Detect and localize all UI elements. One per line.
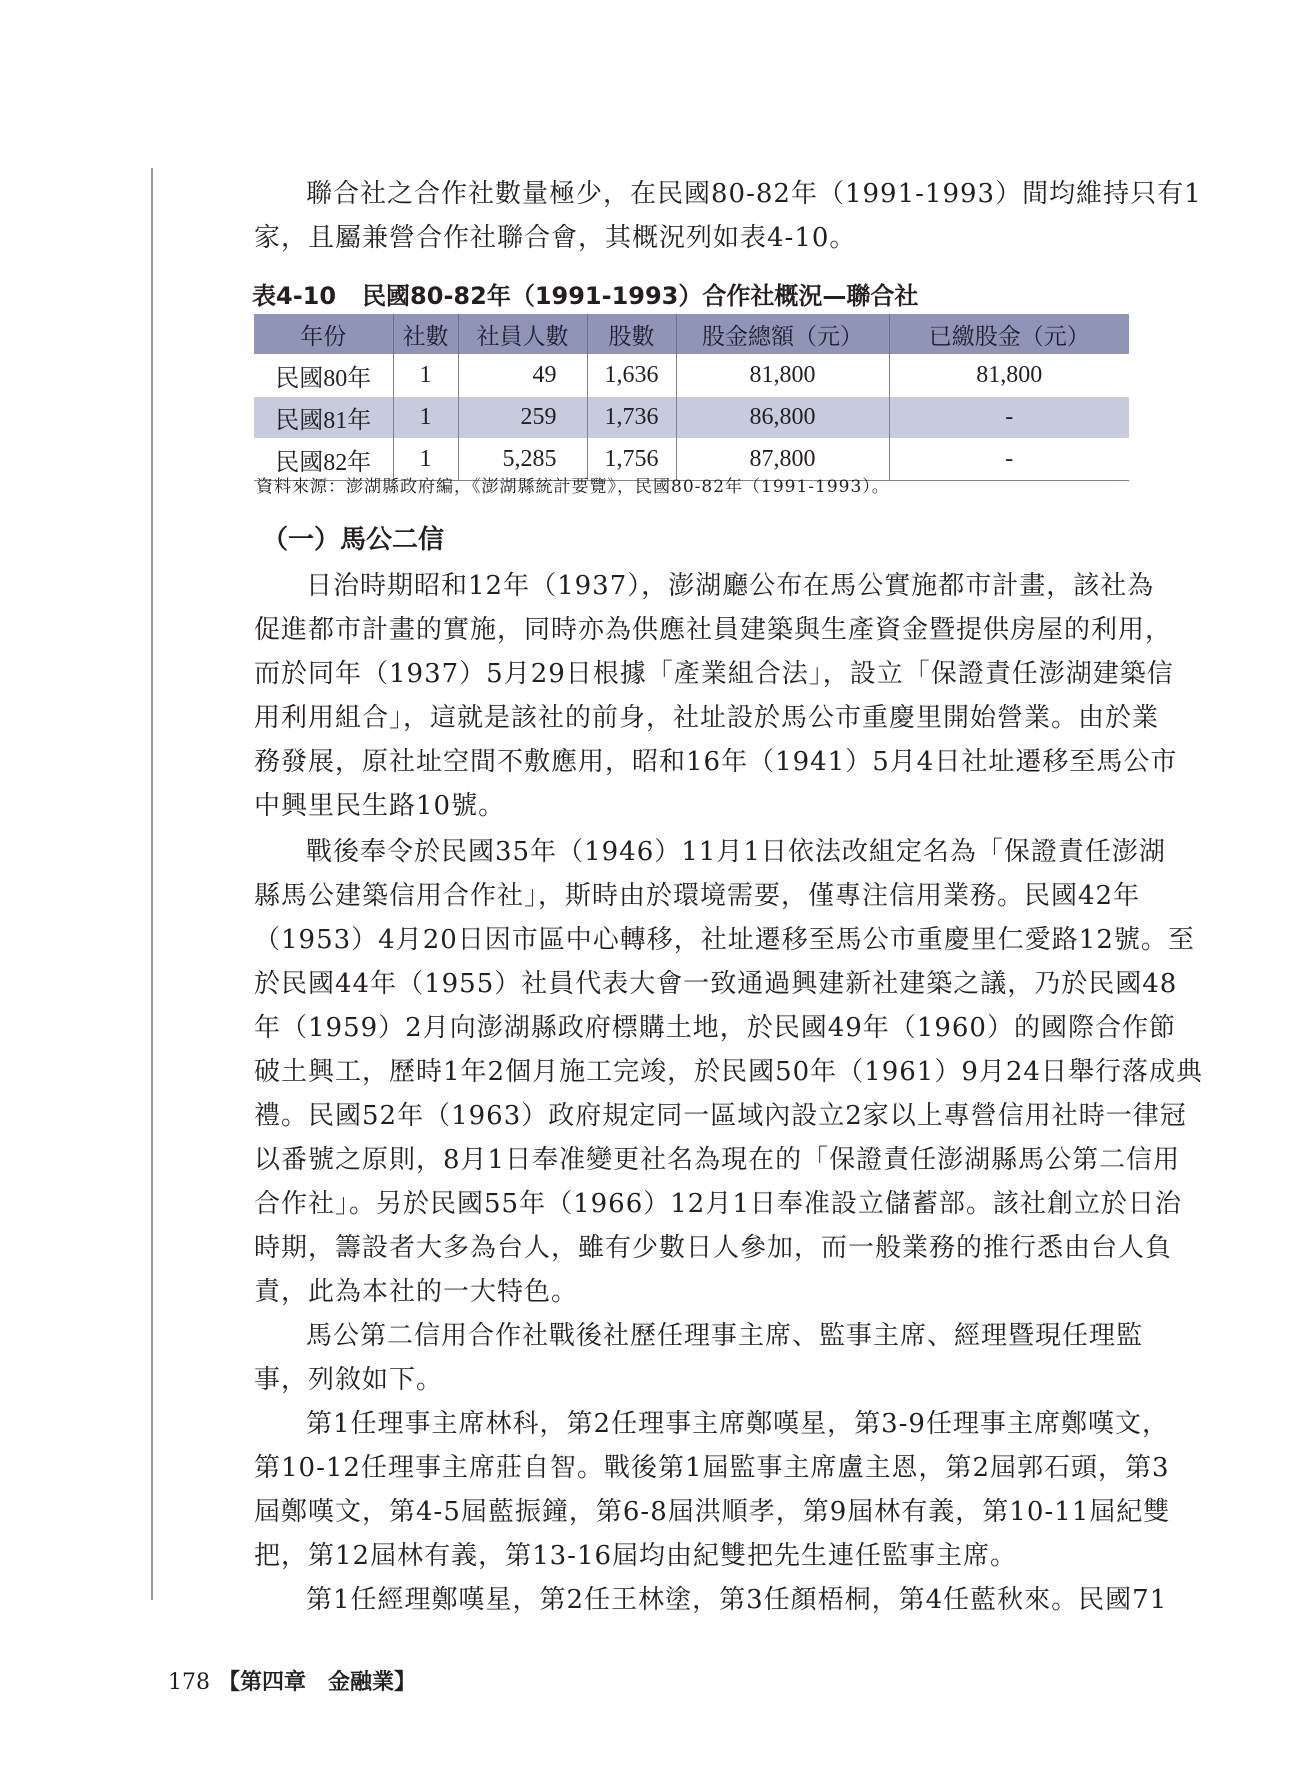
text-line: 把，第12屆林有義，第13-16屆均由紀雙把先生連任監事主席。 (254, 1541, 1018, 1571)
text-line: 而於同年（1937）5月29日根據「產業組合法」，設立「保證責任澎湖建築信 (254, 659, 1174, 689)
page-footer (168, 1665, 416, 1696)
text-line: 第1任經理鄭嘆星，第2任王林塗，第3任顏梧桐，第4任藍秋來。民國71 (306, 1585, 1168, 1615)
text-line: 務發展，原社址空間不敷應用，昭和16年（1941）5月4日社址遷移至馬公市 (254, 747, 1178, 777)
table-caption (252, 276, 918, 311)
table-cell: 259 (458, 397, 587, 439)
table-cell: 民國82年 (254, 439, 393, 481)
body-paragraph (254, 830, 1203, 1314)
text-line: 破土興工，歷時1年2個月施工完竣，於民國50年（1961）9月24日舉行落成典 (254, 1057, 1203, 1087)
table-title: 民國80-82年（1991-1993）合作社概況—聯合社 (362, 282, 919, 310)
table-cell: 81,800 (676, 355, 889, 397)
body-paragraph (254, 1402, 1171, 1578)
text-line: 屆鄭嘆文，第4-5屆藍振鐘，第6-8屆洪順孝，第9屆林有義，第10-11屆紀雙 (254, 1497, 1171, 1527)
table-row (254, 355, 1129, 397)
text-line: 戰後奉令於民國35年（1946）11月1日依法改組定名為「保證責任澎湖 (306, 837, 1166, 867)
text-line: 促進都市計畫的實施，同時亦為供應社員建築與生產資金暨提供房屋的利用， (254, 615, 1173, 645)
text-line: 第1任理事主席林科，第2任理事主席鄭嘆星，第3-9任理事主席鄭嘆文， (306, 1409, 1169, 1439)
table-number: 表4-10 (252, 282, 337, 310)
data-table (254, 314, 1129, 481)
text-line: 於民國44年（1955）社員代表大會一致通過興建新社建築之議，乃於民國48 (254, 969, 1178, 999)
table-source-note: 資料來源：澎湖縣政府編，《澎湖縣統計要覽》，民國80-82年（1991-1993）。 (256, 477, 890, 497)
text-line: 聯合社之合作社數量極少，在民國80-82年（1991-1993）間均維持只有1 (306, 179, 1202, 209)
table-row (254, 397, 1129, 439)
text-line: 用利用組合」，這就是該社的前身，社址設於馬公市重慶里開始營業。由於業 (254, 703, 1160, 733)
table-header-cell: 年份 (254, 314, 393, 355)
table-cell: 1,756 (587, 439, 676, 481)
body-paragraph (254, 1314, 1144, 1402)
table-cell: 1 (393, 355, 458, 397)
table-cell: 81,800 (889, 355, 1129, 397)
text-line: 以番號之原則，8月1日奉准變更社名為現在的「保證責任澎湖縣馬公第二信用 (254, 1145, 1181, 1175)
body-paragraph (254, 564, 1178, 828)
table-cell: 1,736 (587, 397, 676, 439)
text-line: 合作社」。另於民國55年（1966）12月1日奉准設立儲蓄部。該社創立於日治 (254, 1189, 1182, 1219)
table-cell: 1 (393, 439, 458, 481)
table-header-cell: 社員人數 (458, 314, 587, 355)
page-number: 178 (168, 1670, 210, 1695)
table-cell: 86,800 (676, 397, 889, 439)
table-cell: 民國80年 (254, 355, 393, 397)
table-cell: 1,636 (587, 355, 676, 397)
text-line: 縣馬公建築信用合作社」，斯時由於環境需要，僅專注信用業務。民國42年 (254, 881, 1141, 911)
text-line: 日治時期昭和12年（1937），澎湖廳公布在馬公實施都市計畫，該社為 (306, 571, 1155, 601)
table-header-cell: 股金總額（元） (676, 314, 889, 355)
table-header-cell: 已繳股金（元） (889, 314, 1129, 355)
text-line: 家，且屬兼營合作社聯合會，其概況列如表4-10。 (254, 223, 857, 253)
section-heading: （一）馬公二信 (262, 525, 445, 555)
text-line: 責，此為本社的一大特色。 (254, 1277, 579, 1307)
text-line: 年（1959）2月向澎湖縣政府標購土地，於民國49年（1960）的國際合作節 (254, 1013, 1176, 1043)
chapter-label: 【第四章 金融業】 (218, 1669, 417, 1695)
intro-paragraph (254, 172, 1202, 260)
table-header-row (254, 314, 1129, 355)
table-header-cell: 股數 (587, 314, 676, 355)
text-line: 馬公第二信用合作社戰後社歷任理事主席、監事主席、經理暨現任理監 (306, 1321, 1144, 1351)
table-cell: - (889, 397, 1129, 439)
text-line: 禮。民國52年（1963）政府規定同一區域內設立2家以上專營信用社時一律冠 (254, 1101, 1187, 1131)
margin-rule (151, 168, 153, 1600)
text-line: 中興里民生路10號。 (254, 791, 506, 821)
table-cell: 民國81年 (254, 397, 393, 439)
text-line: （1953）4月20日因市區中心轉移，社址遷移至馬公市重慶里仁愛路12號。至 (254, 925, 1195, 955)
text-line: 時期，籌設者大多為台人，雖有少數日人參加，而一般業務的推行悉由台人負 (254, 1233, 1173, 1263)
table-header-cell: 社數 (393, 314, 458, 355)
table-cell: - (889, 439, 1129, 481)
table-cell: 5,285 (458, 439, 587, 481)
text-line: 事，列敘如下。 (254, 1365, 444, 1395)
table-cell: 1 (393, 397, 458, 439)
table-cell: 87,800 (676, 439, 889, 481)
body-paragraph (254, 1578, 1168, 1622)
table-cell: 49 (458, 355, 587, 397)
text-line: 第10-12任理事主席莊自智。戰後第1屆監事主席盧主恩，第2屆郭石頭，第3 (254, 1453, 1170, 1483)
